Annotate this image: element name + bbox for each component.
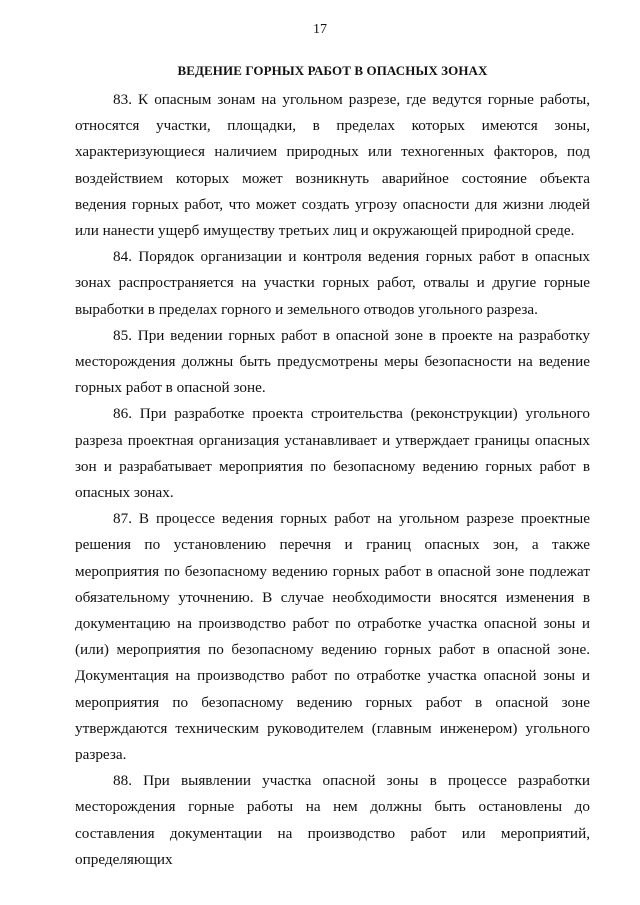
paragraph-83: 83. К опасным зонам на угольном разрезе, где ведутся горные работы, относятся участки, площадки, в пределах которых имеются зоны, характеризующиеся наличием природных или техногенных факторов, под воздействием которых может возникнуть аварийное состояние объекта ведения горных работ, что может создать угрозу опасности для жизни людей или нанести ущерб имуществу третьих лиц и окружающей природной среде. [75, 91, 590, 240]
paragraph-87: 87. В процессе ведения горных работ на угольном разрезе проектные решения по установлению перечня и границ опасных зон, а также мероприятия по безопасному ведению горных работ в опасной зоне подлежат обязательному уточнению. В случае необходимости вносятся изменения в документацию на производство работ по отработке участка опасной зоны и (или) мероприятия по безопасному ведению горных работ в опасной зоне. Документация на производство работ по отработке участка опасной зоны и мероприятия по безопасному ведению горных работ в опасной зоне утверждаются техническим руководителем (главным инженером) угольного разреза. [75, 510, 590, 764]
paragraph-88: 88. При выявлении участка опасной зоны в процессе разработки месторождения горные работы на нем должны быть остановлены до составления документации на производство работ или мероприятий, определяющих [75, 772, 590, 868]
page-number: 17 [313, 22, 327, 37]
paragraph-85: 85. При ведении горных работ в опасной зоне в проекте на разработку месторождения должны быть предусмотрены меры безопасности на ведение горных работ в опасной зоне. [75, 326, 590, 397]
section-heading: ВЕДЕНИЕ ГОРНЫХ РАБОТ В ОПАСНЫХ ЗОНАХ [177, 63, 488, 78]
paragraph-86: 86. При разработке проекта строительства (реконструкции) угольного разреза проектная организация устанавливает и утверждает границы опасных зон и разрабатывает мероприятия по безопасному ведению горных работ в опасных зонах. [75, 405, 590, 502]
body-text [75, 87, 590, 873]
paragraph-84: 84. Порядок организации и контроля ведения горных работ в опасных зонах распространяется на участки горных работ, отвалы и другие горные выработки в пределах горного и земельного отводов угольного разреза. [75, 248, 590, 318]
